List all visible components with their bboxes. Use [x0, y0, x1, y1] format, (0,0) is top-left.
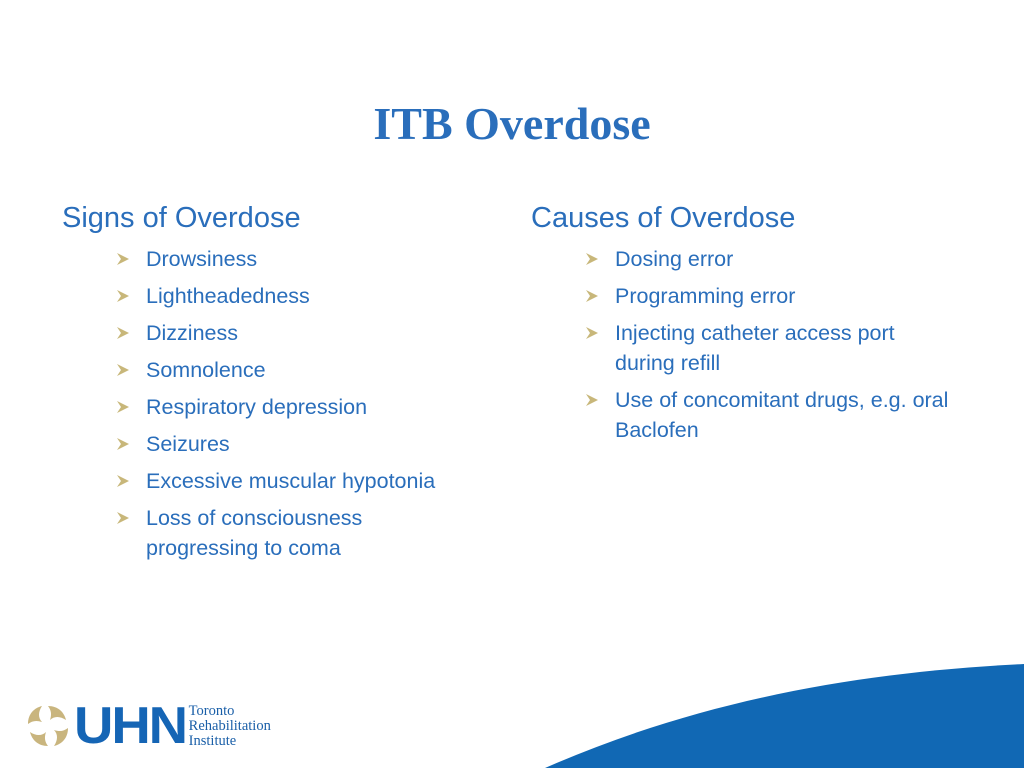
list-item: Somnolence	[62, 355, 512, 385]
arrow-bullet-icon	[116, 400, 130, 414]
signs-list	[62, 244, 512, 563]
list-item: Excessive muscular hypotonia	[62, 466, 512, 496]
list-item: Injecting catheter access port during refill	[531, 318, 955, 378]
list-item: Lightheadedness	[62, 281, 512, 311]
slide-title: ITB Overdose	[373, 98, 651, 149]
uhn-logo	[24, 697, 271, 755]
list-item: Dosing error	[531, 244, 1001, 274]
arrow-bullet-icon	[116, 511, 130, 525]
logo-institute-name: Toronto Rehabilitation Institute	[188, 702, 271, 749]
signs-column	[62, 198, 512, 570]
arrow-bullet-icon	[116, 326, 130, 340]
arrow-bullet-icon	[585, 393, 599, 407]
arrow-bullet-icon	[585, 252, 599, 266]
causes-list	[531, 244, 1001, 445]
arrow-bullet-icon	[585, 326, 599, 340]
arrow-bullet-icon	[116, 252, 130, 266]
list-item: Dizziness	[62, 318, 512, 348]
causes-column	[531, 198, 1001, 452]
pinwheel-leaf-icon	[24, 702, 72, 750]
list-item: Drowsiness	[62, 244, 512, 274]
arrow-bullet-icon	[116, 474, 130, 488]
arrow-bullet-icon	[585, 289, 599, 303]
arrow-bullet-icon	[116, 437, 130, 451]
arrow-bullet-icon	[116, 289, 130, 303]
causes-heading: Causes of Overdose	[531, 202, 796, 234]
list-item: Use of concomitant drugs, e.g. oral Baclofen	[531, 385, 965, 445]
list-item: Loss of consciousness progressing to coma	[62, 503, 426, 563]
list-item: Seizures	[62, 429, 512, 459]
list-item: Programming error	[531, 281, 1001, 311]
list-item: Respiratory depression	[62, 392, 512, 422]
logo-acronym: UHN	[74, 697, 187, 755]
arrow-bullet-icon	[116, 363, 130, 377]
signs-heading: Signs of Overdose	[62, 202, 301, 234]
